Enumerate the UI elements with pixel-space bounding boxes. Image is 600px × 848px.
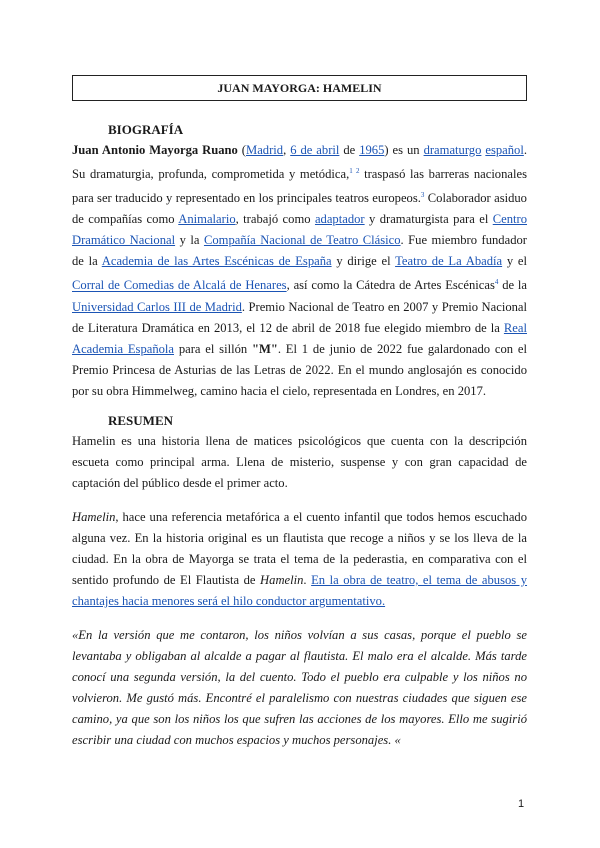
summary-paragraph-1: Hamelin es una historia llena de matices psicológicos que cuenta con la descripción escueta como principal arma. Llena de misterio, suspense y con gran capacidad de captación del público desde el primer acto. xyxy=(72,434,527,490)
biography-paragraph xyxy=(72,140,527,402)
text: . Premio Nacional de Teatro en 2007 y Premio Nacional de Literatura Dramática en 2013, el 12 de abril de 2018 fue elegido miembro de la xyxy=(72,299,527,335)
sillon-letter: "M" xyxy=(251,341,278,356)
link-academia-artes[interactable]: Academia de las Artes Escénicas de España xyxy=(101,254,332,269)
author-name: Juan Antonio Mayorga Ruano xyxy=(72,143,238,157)
link-animalario[interactable]: Animalario xyxy=(178,212,236,227)
text: . xyxy=(303,573,312,587)
text: y el xyxy=(502,254,527,269)
link-real-academia[interactable]: Real Academia Española xyxy=(72,320,527,356)
footnote-ref[interactable]: 1 2 xyxy=(349,167,360,175)
biography-heading: BIOGRAFÍA xyxy=(108,122,184,137)
text: y la xyxy=(175,233,204,248)
text: para el sillón xyxy=(174,341,252,356)
link-adaptador[interactable]: adaptador xyxy=(314,212,365,227)
text: y dramaturgista para el xyxy=(364,212,493,227)
text: . Su dramaturgia, profunda, comprometida y metódica, xyxy=(72,143,527,182)
text: de xyxy=(339,143,360,157)
link-madrid[interactable]: Madrid xyxy=(246,143,284,157)
footnote-ref[interactable]: 4 xyxy=(494,278,499,287)
author-quote: «En la versión que me contaron, los niños volvían a sus casas, porque el pueblo se levantaba y obligaban al alcalde a pagar al flautista. El malo era el alcalde. Más tarde conocí una segunda versión, la del cuento. Todo el pueblo era culpable y los niños no volvieron. Me gustó más. Encontré el paralelismo con nuestras ciudades que siguen ese camino, ya que son los niños los que sufren las acciones de los mayores. Ello me sugirió escribir una ciudad con muchos espacios y muchos personajes. « xyxy=(72,628,527,747)
text: , xyxy=(283,143,291,157)
page-number: 1 xyxy=(518,798,525,810)
text: , hace una referencia metafórica a el cuento infantil que todos hemos escuchado alguna vez. En la historia original es un flautista que recoge a niños y se los lleva de la ciudad. En la obra de Mayorga se trata el tema de la pederastia, en comparativa con el sentido profundo de El Flautista de xyxy=(72,510,527,587)
work-title: Hamelin xyxy=(72,510,116,524)
link-birth-year[interactable]: 1965 xyxy=(359,143,385,157)
text: , trabajó como xyxy=(235,212,315,227)
link-dramaturgo[interactable]: dramaturgo xyxy=(423,143,482,157)
text: , así como la Cátedra de Artes Escénicas xyxy=(286,278,495,293)
link-corral-comedias[interactable]: Corral de Comedias de Alcalá de Henares xyxy=(72,278,287,293)
summary-paragraph-2 xyxy=(72,507,527,612)
text: Colaborador asiduo de compañías como xyxy=(72,191,527,227)
summary-heading: RESUMEN xyxy=(108,413,174,428)
link-centro-dramatico[interactable]: Centro Dramático Nacional xyxy=(72,212,528,248)
text: ) es un xyxy=(384,143,424,157)
text: traspasó las barreras nacionales para ser traducido y representado en los principales teatros europeos. xyxy=(72,167,527,206)
text: de la xyxy=(498,278,528,293)
link-universidad-carlos-iii[interactable]: Universidad Carlos III de Madrid xyxy=(72,299,242,314)
text: . Fue miembro fundador de la xyxy=(72,233,527,269)
link-espanol[interactable]: español xyxy=(485,143,524,157)
link-teatro-abadia[interactable]: Teatro de La Abadía xyxy=(395,254,503,269)
footnote-ref[interactable]: 3 xyxy=(420,191,425,200)
text: . El 1 de junio de 2022 fue galardonado con el Premio Princesa de Asturias de las Letras de 2022. En el mundo anglosajón es conocido por su obra Himmelweg, camino hacia el cielo, representada en Londres, en 2017. xyxy=(72,341,527,398)
link-compania-teatro-clasico[interactable]: Compañía Nacional de Teatro Clásico xyxy=(203,233,401,248)
document-title: JUAN MAYORGA: HAMELIN xyxy=(72,75,527,101)
link-birth-date[interactable]: 6 de abril xyxy=(290,143,340,157)
link-argument[interactable]: En la obra de teatro, el tema de abusos y chantajes hacia menores será el hilo conductor argumentativo. xyxy=(72,573,528,608)
work-title: Hamelin xyxy=(260,573,304,587)
text: y dirige el xyxy=(331,254,396,269)
text: ( xyxy=(237,143,246,157)
